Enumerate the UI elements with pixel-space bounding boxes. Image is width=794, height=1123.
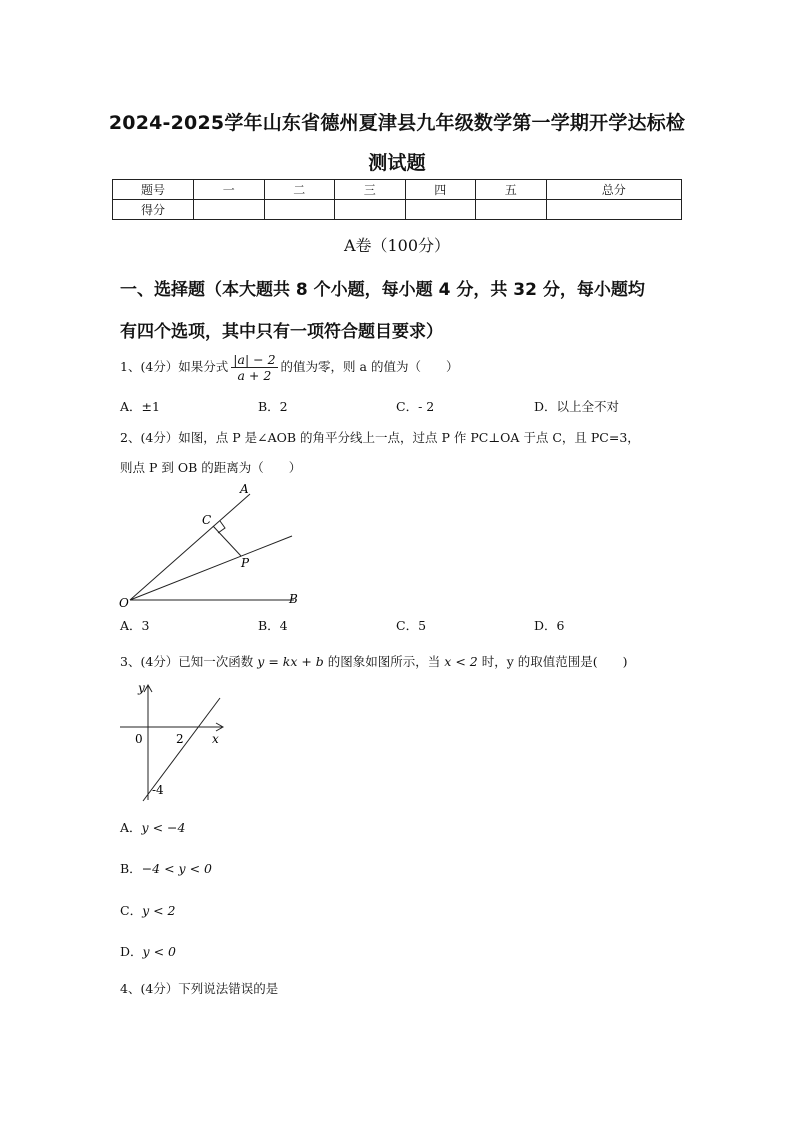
- q1-option-d[interactable]: D．以上全不对: [534, 399, 620, 414]
- q1-fraction: [231, 352, 277, 383]
- ray-bisector-op: [130, 536, 292, 600]
- label-p: P: [241, 556, 250, 570]
- q3-option-c-letter: C．: [120, 903, 143, 918]
- q1-suffix: 的值为零，则 a 的值为（ ）: [280, 359, 459, 374]
- q3-option-b-expr: −4 < y < 0: [141, 861, 212, 876]
- q3-condition: x < 2: [444, 654, 478, 669]
- part1-heading-line1: 一、选择题（本大题共 8 个小题，每小题 4 分，共 32 分，每小题均: [120, 280, 645, 300]
- q1-option-b[interactable]: B．2: [258, 399, 288, 414]
- score-header-cell: 总分: [546, 180, 682, 200]
- question-4: 4、(4分）下列说法错误的是: [120, 981, 279, 996]
- score-header-cell: 五: [476, 180, 547, 200]
- q1-prefix: 1、(4分）如果分式: [120, 359, 229, 374]
- q3-option-c-expr: y < 2: [142, 903, 176, 918]
- label-b: B: [289, 592, 298, 606]
- score-header-cell: 三: [335, 180, 406, 200]
- question-3: [120, 652, 628, 670]
- score-cell: [194, 200, 265, 220]
- part1-heading-line2: 有四个选项，其中只有一项符合题目要求）: [120, 322, 443, 342]
- q2-option-a[interactable]: A．3: [120, 618, 150, 633]
- question-2-line1: 2、(4分）如图，点 P 是∠AOB 的角平分线上一点，过点 P 作 PC⊥OA 于点 C，且 PC=3，: [120, 430, 640, 445]
- x-axis-label: x: [212, 732, 219, 746]
- section-a-label: A卷（100分）: [343, 236, 451, 255]
- q1-option-a[interactable]: A．±1: [120, 399, 160, 414]
- score-cell: [546, 200, 682, 220]
- right-angle-mark: [218, 521, 225, 533]
- score-cell: [335, 200, 406, 220]
- q3-function: y = kx + b: [257, 654, 324, 669]
- q3-option-a-letter: A．: [120, 820, 142, 835]
- score-cell: [264, 200, 335, 220]
- score-header-cell: 二: [264, 180, 335, 200]
- q3-option-b[interactable]: [120, 859, 212, 877]
- label-a: A: [240, 482, 249, 496]
- score-table-score-row: [113, 200, 682, 220]
- score-header-cell: 题号: [113, 180, 194, 200]
- q2-option-b[interactable]: B．4: [258, 618, 288, 633]
- q1-numerator: |a| − 2: [233, 352, 276, 367]
- angle-bisector-figure: [112, 478, 312, 613]
- exam-title-line2: 测试题: [368, 152, 426, 174]
- q3-middle: 的图象如图所示，当: [327, 654, 441, 669]
- label-o: O: [119, 596, 129, 610]
- score-cell: [476, 200, 547, 220]
- score-header-cell: 一: [194, 180, 265, 200]
- q3-option-d-expr: y < 0: [142, 944, 176, 959]
- q3-option-a[interactable]: [120, 818, 185, 836]
- q3-option-d[interactable]: [120, 942, 176, 960]
- q2-option-d[interactable]: D．6: [534, 618, 565, 633]
- q3-suffix: 时，y 的取值范围是( ): [481, 654, 628, 669]
- q1-option-c[interactable]: C．- 2: [396, 399, 435, 414]
- q3-option-d-letter: D．: [120, 944, 143, 959]
- linear-function-graph: [112, 676, 242, 806]
- y-intercept-label: -4: [152, 783, 164, 797]
- q3-option-a-expr: y < −4: [141, 820, 186, 835]
- label-c: C: [202, 513, 212, 527]
- question-2-line2: 则点 P 到 OB 的距离为（ ）: [120, 460, 302, 475]
- question-1: [120, 352, 458, 383]
- y-axis-label: y: [138, 681, 145, 695]
- score-table: [112, 179, 682, 220]
- segment-pc: [213, 526, 241, 556]
- q2-option-c[interactable]: C．5: [396, 618, 427, 633]
- q3-option-b-letter: B．: [120, 861, 142, 876]
- x-intercept-label: 2: [176, 732, 184, 746]
- score-table-header-row: [113, 180, 682, 200]
- exam-title-line1: 2024-2025学年山东省德州夏津县九年级数学第一学期开学达标检: [108, 112, 686, 134]
- q3-option-c[interactable]: [120, 901, 176, 919]
- q1-denominator: a + 2: [237, 368, 272, 383]
- q3-prefix: 3、(4分）已知一次函数: [120, 654, 254, 669]
- score-header-cell: 四: [405, 180, 476, 200]
- origin-label: 0: [135, 732, 143, 746]
- score-row-label: 得分: [113, 200, 194, 220]
- score-cell: [405, 200, 476, 220]
